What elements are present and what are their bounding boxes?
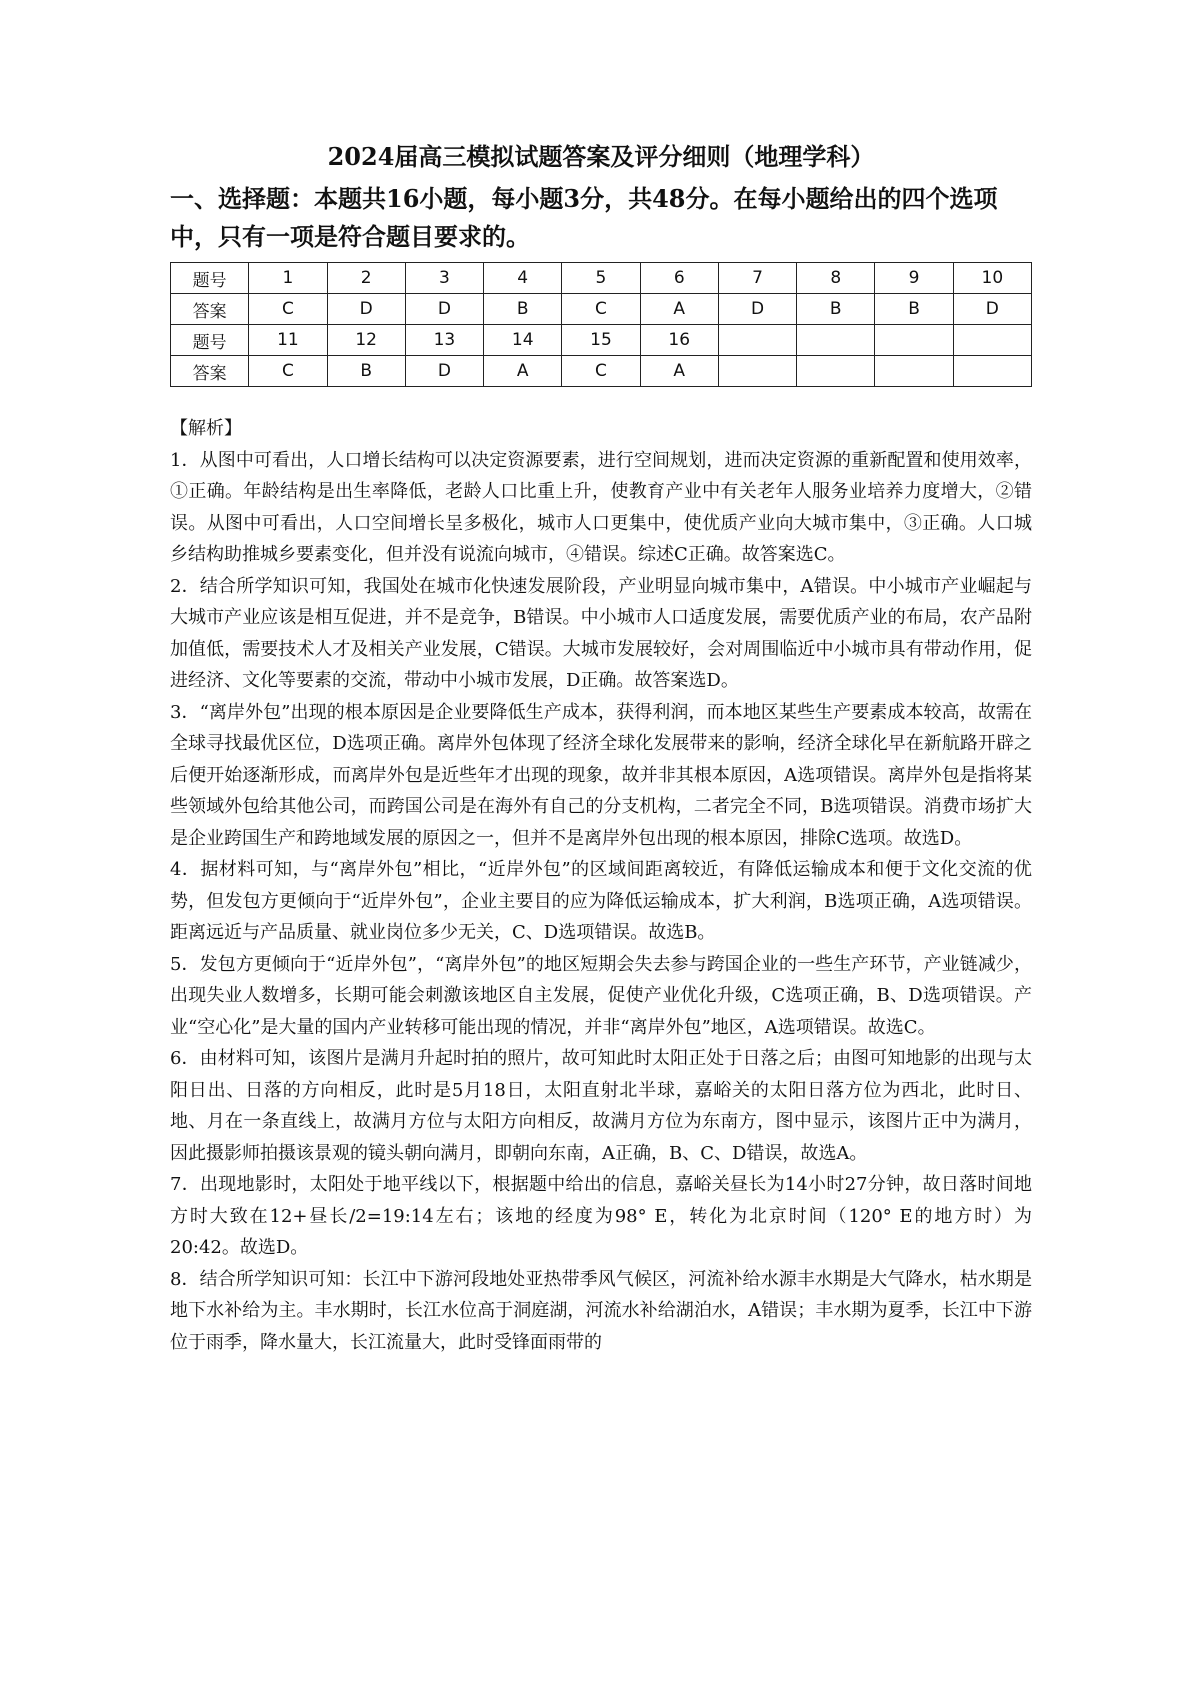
table-cell: 1 [249, 263, 327, 294]
table-cell: 12 [327, 325, 405, 356]
section-heading-multiple-choice: 一、选择题：本题共16小题，每小题3分，共48分。在每小题给出的四个选项中，只有一项是符合题目要求的。 [170, 184, 998, 251]
table-cell: 11 [249, 325, 327, 356]
table-row [171, 294, 1032, 325]
table-cell [953, 325, 1031, 356]
table-cell: B [875, 294, 953, 325]
table-cell: B [797, 294, 875, 325]
table-cell [875, 325, 953, 356]
analysis-item-5: 5．发包方更倾向于“近岸外包”，“离岸外包”的地区短期会失去参与跨国企业的一些生产环节，产业链减少，出现失业人数增多，长期可能会刺激该地区自主发展，促使产业优化升级，C选项正确，B、D选项错误。产业“空心化”是大量的国内产业转移可能出现的情况，并非“离岸外包”地区，A选项错误。故选C。 [170, 953, 1032, 1038]
table-cell: A [640, 294, 718, 325]
table-row [171, 356, 1032, 387]
table-cell: 16 [640, 325, 718, 356]
table-cell: C [562, 356, 640, 387]
analysis-item-7: 7．出现地影时，太阳处于地平线以下，根据题中给出的信息，嘉峪关昼长为14小时27分钟，故日落时间地方时大致在12+昼长/2=19:14左右；该地的经度为98° E，转化为北京时间（120° E的地方时）为20:42。故选D。 [170, 1174, 1032, 1258]
table-cell: A [640, 356, 718, 387]
table-cell: 14 [484, 325, 562, 356]
document-title: 2024届高三模拟试题答案及评分细则（地理学科） [327, 142, 875, 171]
table-cell: 答案 [171, 294, 249, 325]
table-cell: D [405, 356, 483, 387]
table-row [171, 263, 1032, 294]
analysis-item-2: 2．结合所学知识可知，我国处在城市化快速发展阶段，产业明显向城市集中，A错误。中小城市产业崛起与大城市产业应该是相互促进，并不是竞争，B错误。中小城市人口适度发展，需要优质产业的布局，农产品附加值低，需要技术人才及相关产业发展，C错误。大城市发展较好，会对周围临近中小城市具有带动作用，促进经济、文化等要素的交流，带动中小城市发展，D正确。故答案选D。 [170, 575, 1032, 691]
analysis-item-4: 4．据材料可知，与“离岸外包”相比，“近岸外包”的区域间距离较近，有降低运输成本和便于文化交流的优势，但发包方更倾向于“近岸外包”，企业主要目的应为降低运输成本，扩大利润，B选项正确，A选项错误。距离远近与产品质量、就业岗位多少无关，C、D选项错误。故选B。 [170, 859, 1032, 943]
table-cell [718, 356, 796, 387]
table-cell [953, 356, 1031, 387]
table-cell: D [953, 294, 1031, 325]
table-cell: 题号 [171, 263, 249, 294]
analysis-item-1: 1．从图中可看出，人口增长结构可以决定资源要素，进行空间规划，进而决定资源的重新配置和使用效率，①正确。年龄结构是出生率降低，老龄人口比重上升，使教育产业中有关老年人服务业培养力度增大，②错误。从图中可看出，人口空间增长呈多极化，城市人口更集中，使优质产业向大城市集中，③正确。人口城乡结构助推城乡要素变化，但并没有说流向城市，④错误。综述C正确。故答案选C。 [170, 449, 1032, 565]
table-row [171, 325, 1032, 356]
table-cell: 题号 [171, 325, 249, 356]
table-cell: D [718, 294, 796, 325]
table-cell: 5 [562, 263, 640, 294]
analysis-item-8: 8．结合所学知识可知：长江中下游河段地处亚热带季风气候区，河流补给水源丰水期是大气降水，枯水期是地下水补给为主。丰水期时，长江水位高于洞庭湖，河流水补给湖泊水，A错误；丰水期为夏季，长江中下游位于雨季，降水量大，长江流量大，此时受锋面雨带的 [170, 1268, 1032, 1353]
table-cell: 7 [718, 263, 796, 294]
table-cell [797, 356, 875, 387]
table-cell: 13 [405, 325, 483, 356]
table-cell [797, 325, 875, 356]
table-cell: D [327, 294, 405, 325]
table-cell: 3 [405, 263, 483, 294]
table-cell: C [249, 294, 327, 325]
table-cell [875, 356, 953, 387]
table-cell: B [327, 356, 405, 387]
table-cell: C [249, 356, 327, 387]
table-cell: 答案 [171, 356, 249, 387]
analysis-item-3: 3．“离岸外包”出现的根本原因是企业要降低生产成本，获得利润，而本地区某些生产要素成本较高，故需在全球寻找最优区位，D选项正确。离岸外包体现了经济全球化发展带来的影响，经济全球化早在新航路开辟之后便开始逐渐形成，而离岸外包是近些年才出现的现象，故并非其根本原因，A选项错误。离岸外包是指将某些领域外包给其他公司，而跨国公司是在海外有自己的分支机构，二者完全不同，B选项错误。消费市场扩大是企业跨国生产和跨地域发展的原因之一，但并不是离岸外包出现的根本原因，排除C选项。故选D。 [170, 701, 1032, 849]
table-cell: C [562, 294, 640, 325]
document-page [170, 140, 1032, 1358]
analysis-item-6: 6．由材料可知，该图片是满月升起时拍的照片，故可知此时太阳正处于日落之后；由图可知地影的出现与太阳日出、日落的方向相反，此时是5月18日，太阳直射北半球，嘉峪关的太阳日落方位为西北，此时日、地、月在一条直线上，故满月方位与太阳方向相反，故满月方位为东南方，图中显示，该图片正中为满月，因此摄影师拍摄该景观的镜头朝向满月，即朝向东南，A正确，B、C、D错误，故选A。 [170, 1048, 1032, 1164]
analysis-heading: 【解析】 [170, 418, 242, 439]
table-cell: 9 [875, 263, 953, 294]
table-cell: 15 [562, 325, 640, 356]
table-cell: 4 [484, 263, 562, 294]
analysis-section [170, 413, 1032, 1358]
table-cell: 6 [640, 263, 718, 294]
table-cell: 10 [953, 263, 1031, 294]
table-cell: A [484, 356, 562, 387]
table-cell: B [484, 294, 562, 325]
table-cell [718, 325, 796, 356]
table-cell: D [405, 294, 483, 325]
answer-table [170, 262, 1032, 387]
table-cell: 8 [797, 263, 875, 294]
table-cell: 2 [327, 263, 405, 294]
